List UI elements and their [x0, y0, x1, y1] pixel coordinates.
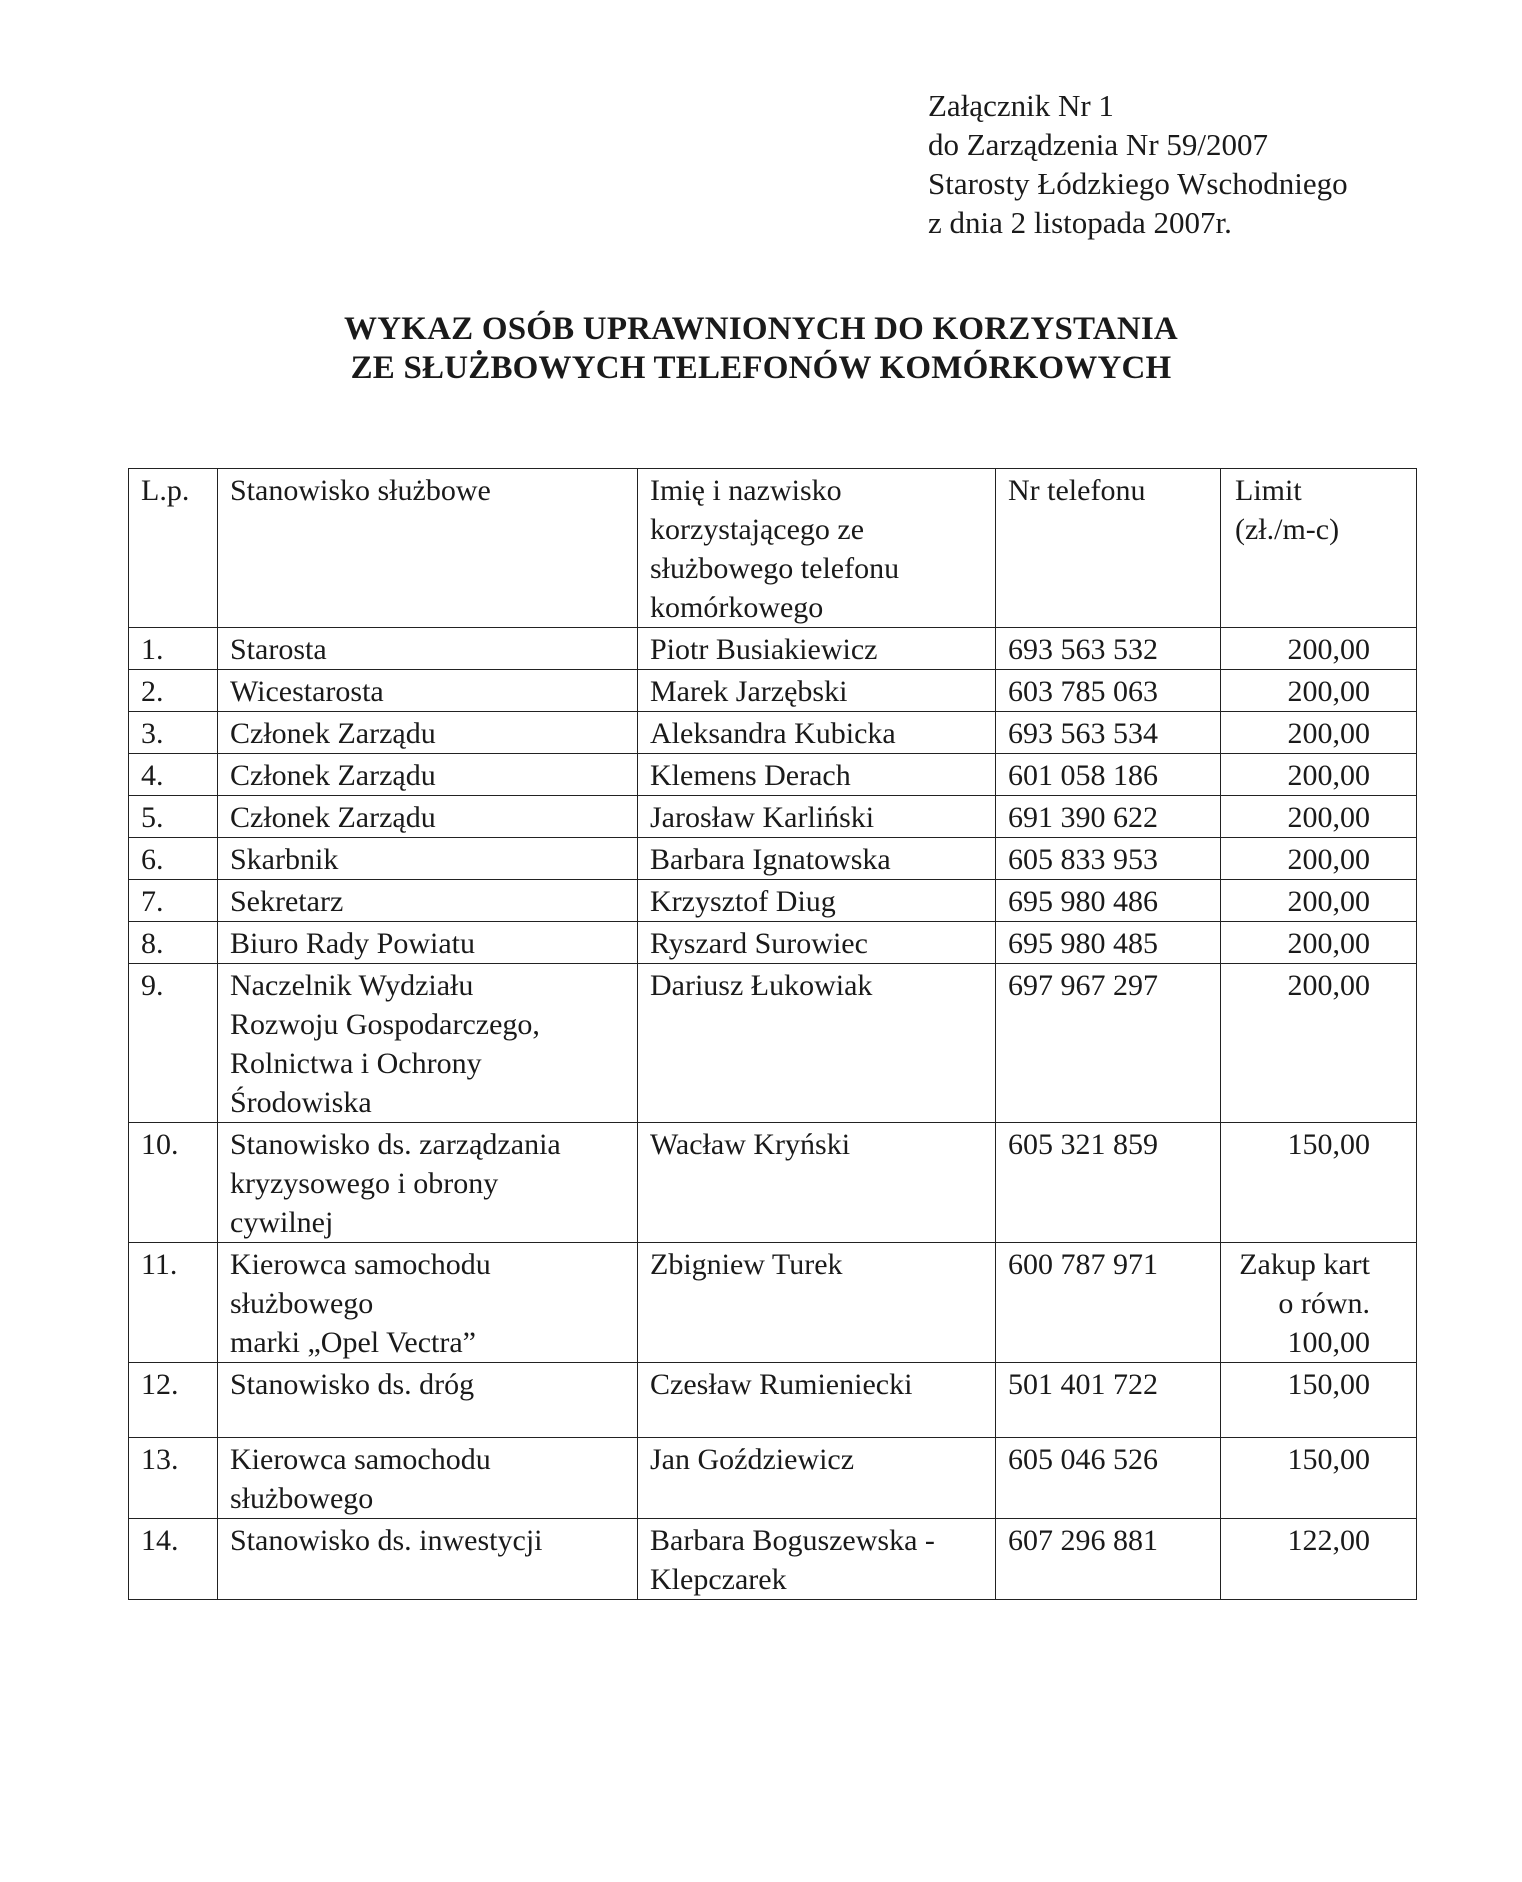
- cell-name-line: Wacław Kryński: [650, 1128, 851, 1161]
- cell-phone: [996, 1438, 1221, 1519]
- cell-limit-line: 200,00: [1287, 885, 1370, 918]
- cell-phone-text: 691 390 622: [1008, 801, 1158, 834]
- cell-limit: [1221, 754, 1417, 796]
- cell-limit-line: 150,00: [1287, 1128, 1370, 1161]
- cell-phone-text: 693 563 532: [1008, 633, 1158, 666]
- cell-limit-line: Zakup kart: [1239, 1248, 1370, 1281]
- cell-phone-text: 603 785 063: [1008, 675, 1158, 708]
- cell-lp-text: 4.: [141, 759, 164, 792]
- cell-name-line: Piotr Busiakiewicz: [650, 633, 878, 666]
- cell-phone: [996, 1243, 1221, 1363]
- table-body: [129, 628, 1417, 1600]
- cell-limit-line: o równ.: [1278, 1287, 1370, 1320]
- attachment-header: [928, 86, 1348, 242]
- cell-position-line: służbowego: [230, 1287, 374, 1320]
- cell-position-line: służbowego: [230, 1482, 374, 1515]
- cell-limit-line: 150,00: [1287, 1368, 1370, 1401]
- table-row: [129, 1438, 1417, 1519]
- cell-lp-text: 9.: [141, 969, 164, 1002]
- cell-phone: [996, 838, 1221, 880]
- cell-position-line: Biuro Rady Powiatu: [230, 927, 475, 960]
- cell-position: [218, 670, 638, 712]
- cell-position: [218, 1123, 638, 1243]
- cell-lp-text: 13.: [141, 1443, 179, 1476]
- table-row: [129, 922, 1417, 964]
- cell-limit-line: 200,00: [1287, 843, 1370, 876]
- cell-name-line: Klemens Derach: [650, 759, 851, 792]
- cell-limit: [1221, 712, 1417, 754]
- cell-phone-text: 697 967 297: [1008, 969, 1158, 1002]
- column-header-name: Imię i nazwisko korzystającego ze służbowego telefonu komórkowego: [638, 469, 996, 628]
- cell-limit-line: 200,00: [1287, 759, 1370, 792]
- cell-lp: [129, 754, 218, 796]
- cell-name-line: Dariusz Łukowiak: [650, 969, 873, 1002]
- cell-limit: [1221, 628, 1417, 670]
- cell-lp-text: 11.: [141, 1248, 178, 1281]
- cell-name: [638, 1243, 996, 1363]
- cell-position-line: marki „Opel Vectra”: [230, 1326, 476, 1359]
- cell-position-line: Sekretarz: [230, 885, 344, 918]
- cell-limit-line: 100,00: [1287, 1326, 1370, 1359]
- cell-name: [638, 964, 996, 1123]
- cell-limit: [1221, 670, 1417, 712]
- cell-limit-line: 200,00: [1287, 969, 1370, 1002]
- cell-limit: [1221, 838, 1417, 880]
- cell-position-line: Starosta: [230, 633, 327, 666]
- cell-position-line: Naczelnik Wydziału: [230, 969, 474, 1002]
- cell-phone-text: 605 833 953: [1008, 843, 1158, 876]
- header-line: Załącznik Nr 1: [928, 88, 1114, 123]
- cell-lp-text: 3.: [141, 717, 164, 750]
- cell-phone: [996, 1519, 1221, 1600]
- table-row: [129, 1519, 1417, 1600]
- cell-position: [218, 964, 638, 1123]
- cell-limit: [1221, 880, 1417, 922]
- cell-lp-text: 8.: [141, 927, 164, 960]
- cell-position-line: Kierowca samochodu: [230, 1248, 491, 1281]
- cell-lp: [129, 1243, 218, 1363]
- phone-users-table: [128, 468, 1417, 1600]
- cell-limit-line: 200,00: [1287, 927, 1370, 960]
- cell-name: [638, 628, 996, 670]
- cell-name-line: Ryszard Surowiec: [650, 927, 868, 960]
- cell-position: [218, 1363, 638, 1438]
- cell-position-line: Członek Zarządu: [230, 717, 436, 750]
- cell-position-line: Rozwoju Gospodarczego,: [230, 1008, 540, 1041]
- cell-position-line: Członek Zarządu: [230, 801, 436, 834]
- cell-limit-line: 200,00: [1287, 801, 1370, 834]
- cell-lp: [129, 1123, 218, 1243]
- cell-lp: [129, 922, 218, 964]
- cell-position: [218, 1243, 638, 1363]
- cell-limit: [1221, 1519, 1417, 1600]
- cell-name-line: Zbigniew Turek: [650, 1248, 843, 1281]
- cell-phone: [996, 796, 1221, 838]
- cell-name: [638, 1363, 996, 1438]
- cell-name-line: Czesław Rumieniecki: [650, 1368, 913, 1401]
- cell-lp: [129, 796, 218, 838]
- cell-limit-line: 200,00: [1287, 675, 1370, 708]
- cell-phone: [996, 1123, 1221, 1243]
- cell-name-line: Barbara Ignatowska: [650, 843, 891, 876]
- cell-limit: [1221, 1243, 1417, 1363]
- table-row: [129, 670, 1417, 712]
- cell-limit: [1221, 1438, 1417, 1519]
- cell-position-line: Rolnictwa i Ochrony: [230, 1047, 482, 1080]
- cell-name: [638, 880, 996, 922]
- cell-position-line: Stanowisko ds. zarządzania: [230, 1128, 561, 1161]
- cell-name-line: Barbara Boguszewska -: [650, 1524, 935, 1557]
- cell-phone: [996, 712, 1221, 754]
- cell-lp-text: 6.: [141, 843, 164, 876]
- cell-lp: [129, 964, 218, 1123]
- header-line: Starosty Łódzkiego Wschodniego: [928, 166, 1348, 201]
- table-row: [129, 880, 1417, 922]
- cell-phone: [996, 754, 1221, 796]
- table-row: [129, 628, 1417, 670]
- cell-phone-text: 695 980 485: [1008, 927, 1158, 960]
- cell-name: [638, 922, 996, 964]
- table-row: [129, 1363, 1417, 1438]
- cell-lp: [129, 1438, 218, 1519]
- cell-phone: [996, 964, 1221, 1123]
- cell-limit: [1221, 1363, 1417, 1438]
- cell-phone: [996, 670, 1221, 712]
- cell-lp: [129, 628, 218, 670]
- cell-limit-line: 150,00: [1287, 1443, 1370, 1476]
- cell-lp-text: 7.: [141, 885, 164, 918]
- cell-lp: [129, 670, 218, 712]
- cell-name: [638, 796, 996, 838]
- cell-phone: [996, 628, 1221, 670]
- cell-name: [638, 712, 996, 754]
- cell-phone-text: 605 321 859: [1008, 1128, 1158, 1161]
- cell-limit-line: 122,00: [1287, 1524, 1370, 1557]
- cell-lp: [129, 1363, 218, 1438]
- cell-position: [218, 1519, 638, 1600]
- cell-phone: [996, 880, 1221, 922]
- cell-name-line: Aleksandra Kubicka: [650, 717, 896, 750]
- cell-position: [218, 838, 638, 880]
- table-row: [129, 796, 1417, 838]
- cell-lp-text: 12.: [141, 1368, 179, 1401]
- cell-phone-text: 501 401 722: [1008, 1368, 1158, 1401]
- cell-position-line: Skarbnik: [230, 843, 339, 876]
- cell-phone: [996, 1363, 1221, 1438]
- title-line-2: ZE SŁUŻBOWYCH TELEFONÓW KOMÓRKOWYCH: [350, 350, 1172, 386]
- column-header-position: Stanowisko służbowe: [218, 469, 638, 628]
- cell-position-line: Kierowca samochodu: [230, 1443, 491, 1476]
- cell-name-line: Marek Jarzębski: [650, 675, 848, 708]
- cell-lp-text: 1.: [141, 633, 164, 666]
- cell-lp: [129, 712, 218, 754]
- cell-limit: [1221, 964, 1417, 1123]
- cell-name: [638, 754, 996, 796]
- cell-position: [218, 796, 638, 838]
- document-title: [0, 310, 1522, 388]
- cell-position-line: Stanowisko ds. inwestycji: [230, 1524, 543, 1557]
- cell-phone-text: 607 296 881: [1008, 1524, 1158, 1557]
- cell-position-line: Członek Zarządu: [230, 759, 436, 792]
- cell-name: [638, 1438, 996, 1519]
- header-line: do Zarządzenia Nr 59/2007: [928, 127, 1269, 162]
- cell-lp: [129, 1519, 218, 1600]
- cell-limit-line: 200,00: [1287, 633, 1370, 666]
- table-row: [129, 712, 1417, 754]
- cell-phone: [996, 922, 1221, 964]
- cell-position-line: Stanowisko ds. dróg: [230, 1368, 475, 1401]
- cell-position: [218, 922, 638, 964]
- column-header-limit: Limit (zł./m-c): [1221, 469, 1417, 628]
- cell-name-line: Klepczarek: [650, 1563, 787, 1596]
- cell-lp: [129, 838, 218, 880]
- title-line-1: WYKAZ OSÓB UPRAWNIONYCH DO KORZYSTANIA: [344, 311, 1178, 347]
- table-row: [129, 964, 1417, 1123]
- table-row: [129, 1243, 1417, 1363]
- cell-limit-line: 200,00: [1287, 717, 1370, 750]
- cell-name-line: Krzysztof Diug: [650, 885, 836, 918]
- cell-name-line: Jarosław Karliński: [650, 801, 875, 834]
- cell-phone-text: 693 563 534: [1008, 717, 1158, 750]
- cell-position: [218, 628, 638, 670]
- cell-position: [218, 712, 638, 754]
- table-header-row: [129, 469, 1417, 628]
- cell-lp: [129, 880, 218, 922]
- cell-limit: [1221, 1123, 1417, 1243]
- cell-position-line: kryzysowego i obrony: [230, 1167, 499, 1200]
- cell-phone-text: 600 787 971: [1008, 1248, 1158, 1281]
- cell-name: [638, 1519, 996, 1600]
- cell-name: [638, 838, 996, 880]
- table-row: [129, 1123, 1417, 1243]
- cell-name: [638, 1123, 996, 1243]
- cell-lp-text: 5.: [141, 801, 164, 834]
- cell-lp-text: 10.: [141, 1128, 179, 1161]
- cell-position-line: Wicestarosta: [230, 675, 384, 708]
- cell-lp-text: 14.: [141, 1524, 179, 1557]
- column-header-lp: L.p.: [129, 469, 218, 628]
- column-header-phone: Nr telefonu: [996, 469, 1221, 628]
- cell-position: [218, 880, 638, 922]
- cell-position: [218, 754, 638, 796]
- cell-phone-text: 601 058 186: [1008, 759, 1158, 792]
- cell-name-line: Jan Goździewicz: [650, 1443, 855, 1476]
- cell-name: [638, 670, 996, 712]
- cell-position: [218, 1438, 638, 1519]
- cell-phone-text: 695 980 486: [1008, 885, 1158, 918]
- cell-limit: [1221, 922, 1417, 964]
- table-row: [129, 838, 1417, 880]
- cell-position-line: cywilnej: [230, 1206, 334, 1239]
- cell-lp-text: 2.: [141, 675, 164, 708]
- cell-limit: [1221, 796, 1417, 838]
- header-line: z dnia 2 listopada 2007r.: [928, 205, 1232, 240]
- cell-phone-text: 605 046 526: [1008, 1443, 1158, 1476]
- table-row: [129, 754, 1417, 796]
- cell-position-line: Środowiska: [230, 1086, 372, 1119]
